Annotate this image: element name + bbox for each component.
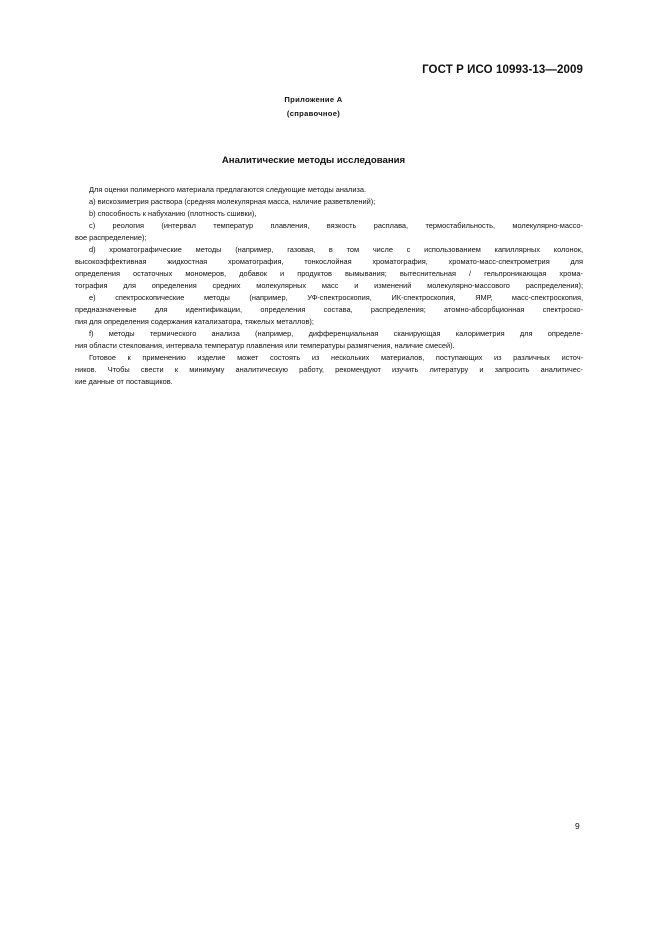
appendix-label: Приложение А xyxy=(284,95,343,104)
text-line: f) методы термического анализа (например, дифференциальная сканирующая калориметрия для определе- xyxy=(89,329,583,338)
text-line: тография для определения средних молекулярных масс и изменений молекулярно-массового распределения); xyxy=(75,281,583,290)
text-line: ния области стеклования, интервала температур плавления или температуры размягчения, наличие смесей). xyxy=(75,341,455,350)
text-line: Готовое к применению изделие может состоять из нескольких материалов, поступающих из различных источ- xyxy=(89,353,583,362)
body-text xyxy=(75,184,583,388)
standard-designation: ГОСТ Р ИСО 10993-13—2009 xyxy=(422,64,583,76)
appendix-note: (справочное) xyxy=(286,109,341,118)
text-line: Для оценки полимерного материала предлагаются следующие методы анализа. xyxy=(89,185,367,194)
text-line: ников. Чтобы свести к минимуму аналитическую работу, рекомендуют изучить литературу и запросить аналитичес- xyxy=(75,365,583,374)
text-line: высокоэффективная жидкостная хроматография, тонкослойная хроматография, хромато-масс-спектрометрия для xyxy=(75,257,583,266)
text-line: е) спектроскопические методы (например, УФ-спектроскопия, ИК-спектроскопия, ЯМР, масс-спектроскопия, xyxy=(89,293,583,302)
text-line: пия для определения содержания катализатора, тяжелых металлов); xyxy=(75,317,314,326)
text-line: вое распределение); xyxy=(75,233,147,242)
text-line: а) вискозиметрия раствора (средняя молекулярная масса, наличие разветвлений); xyxy=(89,197,376,206)
text-line: d) хроматографические методы (например, газовая, в том числе с использованием капиллярных колонок, xyxy=(89,245,583,254)
text-line: с) реология (интервал температур плавления, вязкость расплава, термостабильность, молекулярно-массо- xyxy=(89,221,583,230)
text-line: кие данные от поставщиков. xyxy=(75,377,173,386)
section-title: Аналитические методы исследования xyxy=(221,155,406,166)
text-line: определения остаточных мономеров, добавок и продуктов вымывания; вытеснительная / гельпроникающая хрома- xyxy=(75,269,583,278)
text-line: предназначенные для идентификации, определения состава, распределения; атомно-абсорбционная спектроско- xyxy=(75,305,583,314)
page-number: 9 xyxy=(575,821,580,831)
text-line: b) способность к набуханию (плотность сшивки), xyxy=(89,209,257,218)
